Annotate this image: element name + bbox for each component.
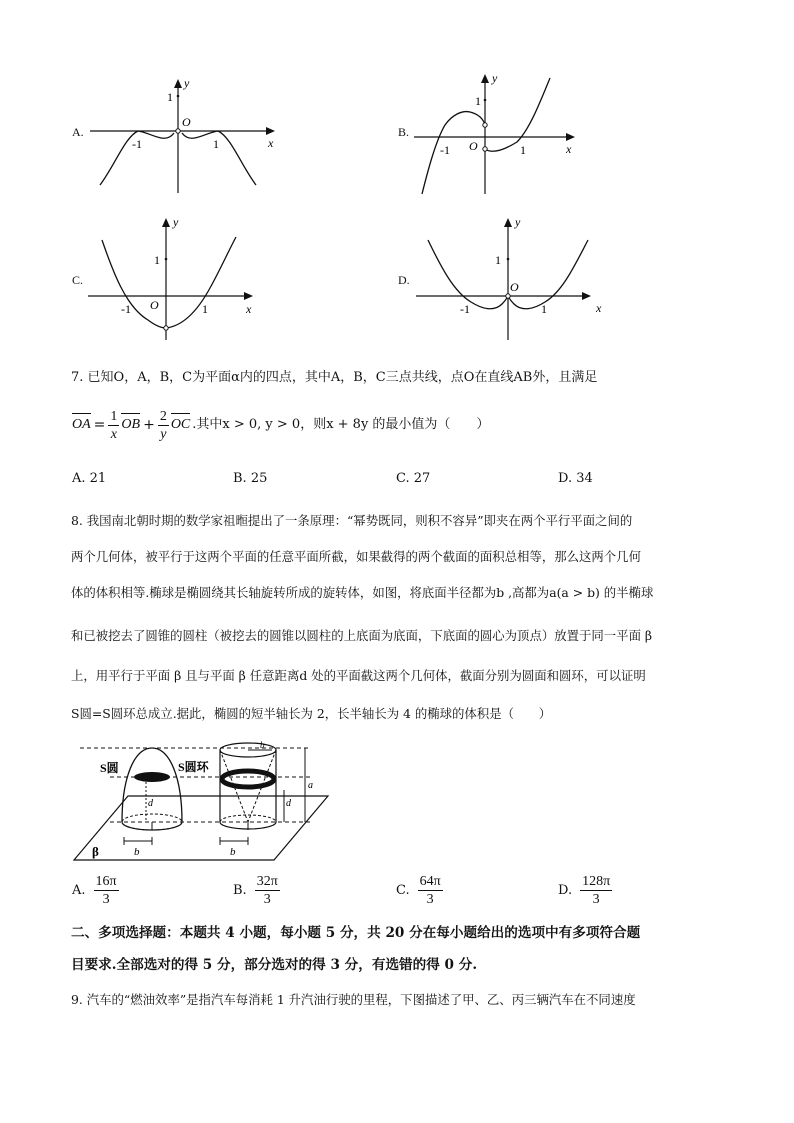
tick-neg1: -1 — [132, 137, 142, 151]
q8-figure — [70, 738, 330, 868]
tick-pos1: 1 — [541, 302, 547, 316]
tick-pos1: 1 — [520, 143, 526, 157]
tick-neg1: -1 — [460, 302, 470, 316]
y-axis-label: y — [173, 215, 179, 229]
q8-option-d[interactable]: D. $\frac{128\pi}{3}$ — [558, 874, 611, 907]
q8-option-b[interactable]: B. $\frac{32\pi}{3}$ — [233, 874, 278, 907]
option-d-label: D. — [398, 273, 410, 287]
tick-neg1: -1 — [121, 302, 131, 316]
vector-oc: OC — [170, 417, 191, 432]
q8-option-a[interactable]: A. $\frac{16\pi}{3}$ — [72, 874, 117, 907]
beta-label: β — [92, 844, 99, 859]
plus-sign: + — [143, 417, 155, 433]
tick-1: 1 — [167, 90, 173, 104]
origin-label: O — [510, 280, 519, 294]
tick-1: 1 — [154, 253, 160, 267]
q8-line-3: 体的体积相等.椭球是椭圆绕其长轴旋转所成的旋转体，如图，将底面半径都为b ,高都为a(a > b) 的半椭球 — [71, 585, 654, 600]
q7-formula — [72, 405, 489, 445]
b-label-right: b — [230, 846, 236, 858]
section-2-heading-line-1: 二、多项选择题：本题共 4 小题，每小题 5 分，共 20 分在每小题给出的选项中有多项符合题 — [71, 925, 641, 941]
tick-pos1: 1 — [202, 302, 208, 316]
vector-oa: OA — [72, 417, 91, 432]
origin-label: O — [182, 115, 191, 129]
section-circle — [134, 772, 170, 782]
tick-1: 1 — [495, 253, 501, 267]
option-a-label: A. — [72, 125, 84, 139]
origin-label: O — [469, 139, 478, 153]
graph-c — [88, 212, 268, 342]
x-axis-label: x — [268, 136, 274, 150]
q7-stem: 7. 已知O，A，B，C为平面α内的四点，其中A，B，C三点共线，点O在直线AB外，且满足 — [71, 370, 598, 385]
b-label-top: b — [260, 740, 265, 750]
q8-line-6: S圆=S圆环总成立.据此，椭圆的短半轴长为 2，长半轴长为 4 的椭球的体积是（ ） — [71, 706, 552, 721]
q8-line-1: 8. 我国南北朝时期的数学家祖暅提出了一条原理：“幂势既同，则积不容异”即夹在两个平行平面之间的 — [71, 513, 633, 528]
s-ring-label: S圆环 — [178, 760, 209, 774]
x-axis-label: x — [246, 302, 252, 316]
y-axis-label: y — [515, 215, 521, 229]
equals-sign: = — [93, 417, 106, 433]
tick-pos1: 1 — [213, 137, 219, 151]
q7-option-c[interactable]: C. 27 — [396, 471, 431, 486]
d-label-right: d — [286, 798, 291, 809]
x-axis-label: x — [566, 142, 572, 156]
q7-option-b[interactable]: B. 25 — [233, 471, 268, 486]
tick-1: 1 — [475, 94, 481, 108]
q7-option-a[interactable]: A. 21 — [72, 471, 107, 486]
fraction-2-over-y: $\frac{2}{y}$ — [159, 408, 167, 442]
graph-d — [416, 212, 606, 342]
q8-line-4: 和已被挖去了圆锥的圆柱（被挖去的圆锥以圆柱的上底面为底面，下底面的圆心为顶点）放置于同一平面 β — [71, 628, 653, 643]
half-ellipsoid — [122, 748, 182, 822]
q7-condition: .其中x > 0, y > 0，则x + 8y 的最小值为（ ） — [192, 417, 490, 432]
q8-option-c[interactable]: C. $\frac{64\pi}{3}$ — [396, 874, 441, 907]
s-circle-label: S圆 — [100, 761, 119, 775]
section-2-heading-line-2: 目要求.全部选对的得 5 分，部分选对的得 3 分，有选错的得 0 分. — [71, 957, 478, 973]
y-axis-label: y — [492, 71, 498, 85]
tick-neg1: -1 — [440, 143, 450, 157]
y-axis-label: y — [184, 76, 190, 90]
vector-ob: OB — [121, 417, 141, 432]
origin-label: O — [150, 298, 159, 312]
d-label-left: d — [148, 798, 153, 809]
graph-b — [414, 70, 589, 200]
q8-line-2: 两个几何体，被平行于这两个平面的任意平面所截，如果截得的两个截面的面积总相等，那么这两个几何 — [71, 549, 641, 564]
q8-line-5: 上，用平行于平面 β 且与平面 β 任意距离d 处的平面截这两个几何体，截面分别为圆面和圆环，可以证明 — [71, 668, 646, 683]
b-label-left: b — [134, 846, 140, 858]
graph-a — [90, 75, 290, 200]
option-b-label: B. — [398, 125, 410, 139]
x-axis-label: x — [596, 301, 602, 315]
option-c-label: C. — [72, 273, 84, 287]
q9-line-1: 9. 汽车的“燃油效率”是指汽车每消耗 1 升汽油行驶的里程，下图描述了甲、乙、丙三辆汽车在不同速度 — [71, 992, 636, 1007]
a-label: a — [308, 780, 313, 791]
section-ring — [222, 771, 274, 787]
fraction-1-over-x: $\frac{1}{x}$ — [110, 408, 118, 442]
q7-option-d[interactable]: D. 34 — [558, 471, 593, 486]
